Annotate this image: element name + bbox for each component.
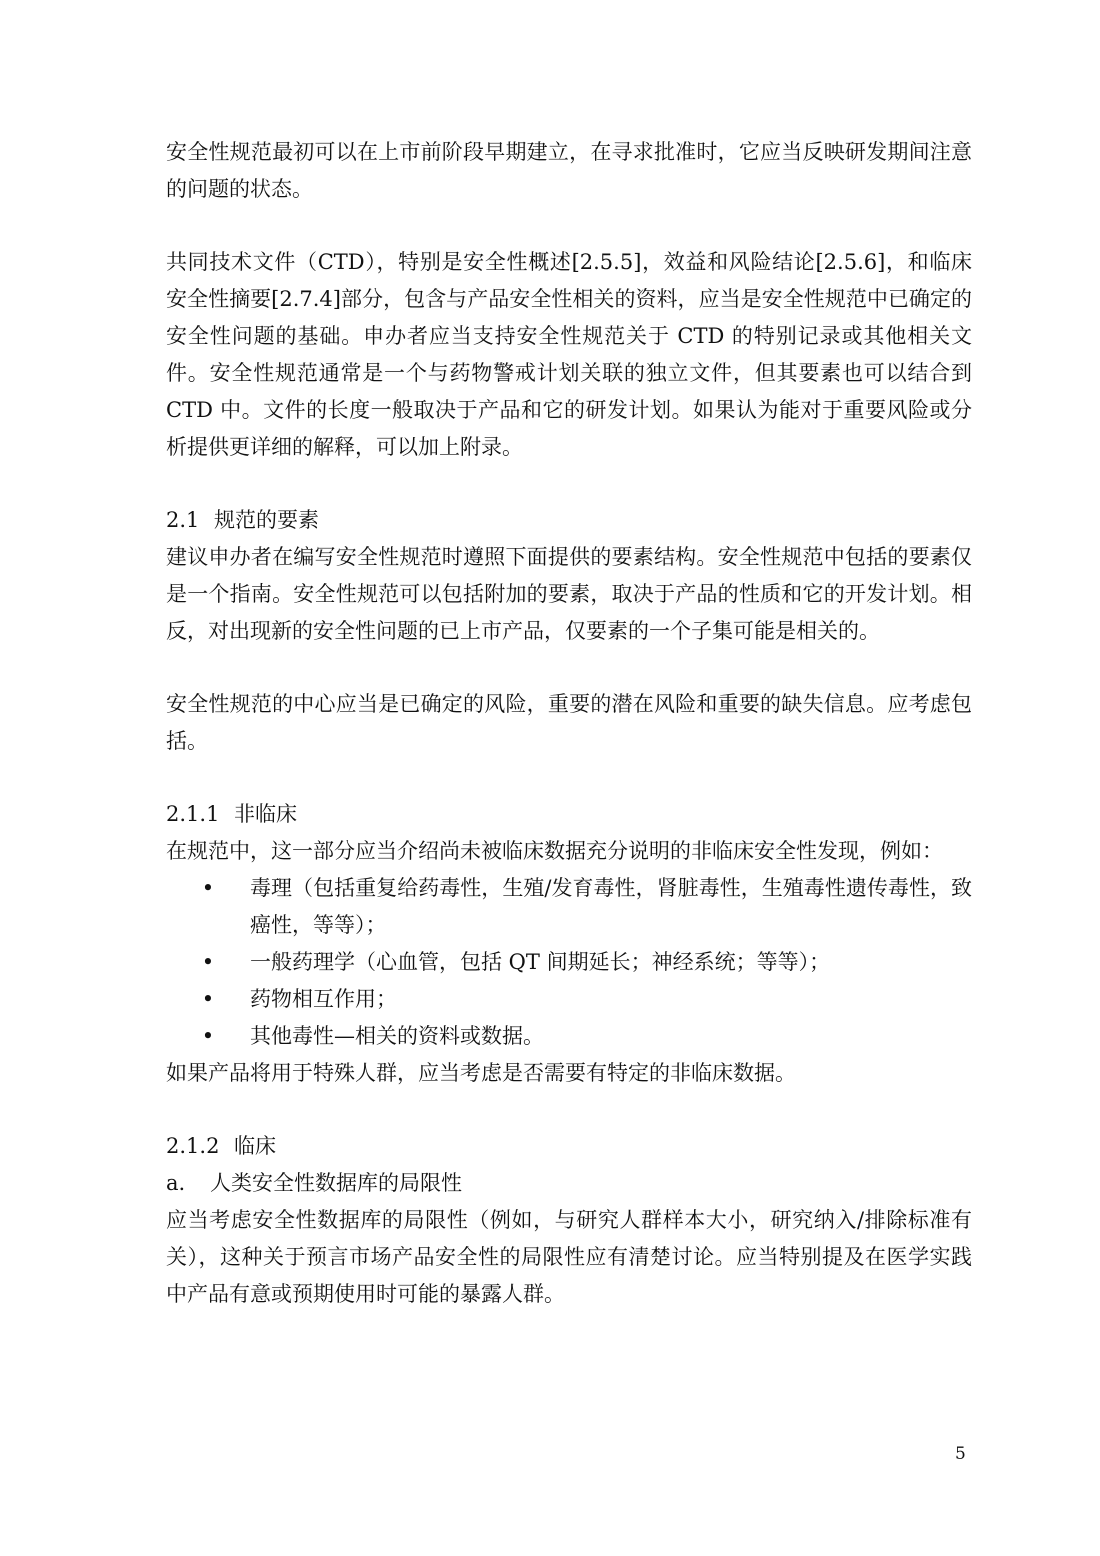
section-number: 2.1 xyxy=(166,508,200,532)
bullet-icon: • xyxy=(201,1024,215,1048)
list-item: • 一般药理学（心血管，包括 QT 间期延长；神经系统；等等）； xyxy=(166,944,972,981)
section-number: 2.1.2 xyxy=(166,1134,220,1158)
subsection-number: a. xyxy=(166,1171,186,1195)
paragraph-special-populations: 如果产品将用于特殊人群，应当考虑是否需要有特定的非临床数据。 xyxy=(166,1061,796,1085)
section-number: 2.1.1 xyxy=(166,802,220,826)
bullet-icon: • xyxy=(201,950,215,974)
paragraph-database-limitations: 应当考虑安全性数据库的局限性（例如，与研究人群样本大小，研究纳入/排除标准有关），这种关于预言市场产品安全性的局限性应有清楚讨论。应当特别提及在医学实践中产品有意或预期使用时可能的暴露人群。 xyxy=(166,1208,972,1306)
bullet-icon: • xyxy=(201,876,215,900)
subsection-title: 人类安全性数据库的局限性 xyxy=(210,1171,462,1195)
section-2-1-1 xyxy=(166,796,972,1092)
list-item: • 其他毒性—相关的资料或数据。 xyxy=(166,1018,972,1055)
section-title: 规范的要素 xyxy=(214,508,319,532)
bullet-list xyxy=(166,870,972,1055)
section-2-1 xyxy=(166,502,972,650)
section-title: 临床 xyxy=(234,1134,276,1158)
paragraph-nonclinical: 在规范中，这一部分应当介绍尚未被临床数据充分说明的非临床安全性发现，例如： xyxy=(166,839,943,863)
section-heading-2-1-1 xyxy=(166,796,972,833)
section-title: 非临床 xyxy=(234,802,297,826)
list-item: • 毒理（包括重复给药毒性，生殖/发育毒性，肾脏毒性，生殖毒性遗传毒性，致癌性，等等）； xyxy=(166,870,972,944)
paragraph-ctd: 共同技术文件（CTD），特别是安全性概述[2.5.5]，效益和风险结论[2.5.6]，和临床安全性摘要[2.7.4]部分，包含与产品安全性相关的资料，应当是安全性规范中已确定的安全性问题的基础。申办者应当支持安全性规范关于 CTD 的特别记录或其他相关文件。安全性规范通常是一个与药物警戒计划关联的独立文件，但其要素也可以结合到 CTD 中。文件的长度一般取决于产品和它的研发计划。如果认为能对于重要风险或分析提供更详细的解释，可以加上附录。 xyxy=(166,250,972,459)
list-item: • 药物相互作用； xyxy=(166,981,972,1018)
bullet-icon: • xyxy=(201,987,215,1011)
paragraph-safety-spec-intro: 安全性规范最初可以在上市前阶段早期建立，在寻求批准时，它应当反映研发期间注意的问题的状态。 xyxy=(166,140,972,201)
document-page xyxy=(166,134,972,1313)
paragraph-elements: 建议申办者在编写安全性规范时遵照下面提供的要素结构。安全性规范中包括的要素仅是一个指南。安全性规范可以包括附加的要素，取决于产品的性质和它的开发计划。相反，对出现新的安全性问题的已上市产品，仅要素的一个子集可能是相关的。 xyxy=(166,545,972,643)
subsection-heading-a xyxy=(166,1165,972,1202)
section-heading-2-1 xyxy=(166,502,972,539)
section-2-1-2 xyxy=(166,1128,972,1313)
section-heading-2-1-2 xyxy=(166,1128,972,1165)
page-number: 5 xyxy=(955,1444,966,1464)
paragraph-focus: 安全性规范的中心应当是已确定的风险，重要的潜在风险和重要的缺失信息。应考虑包括。 xyxy=(166,692,972,753)
